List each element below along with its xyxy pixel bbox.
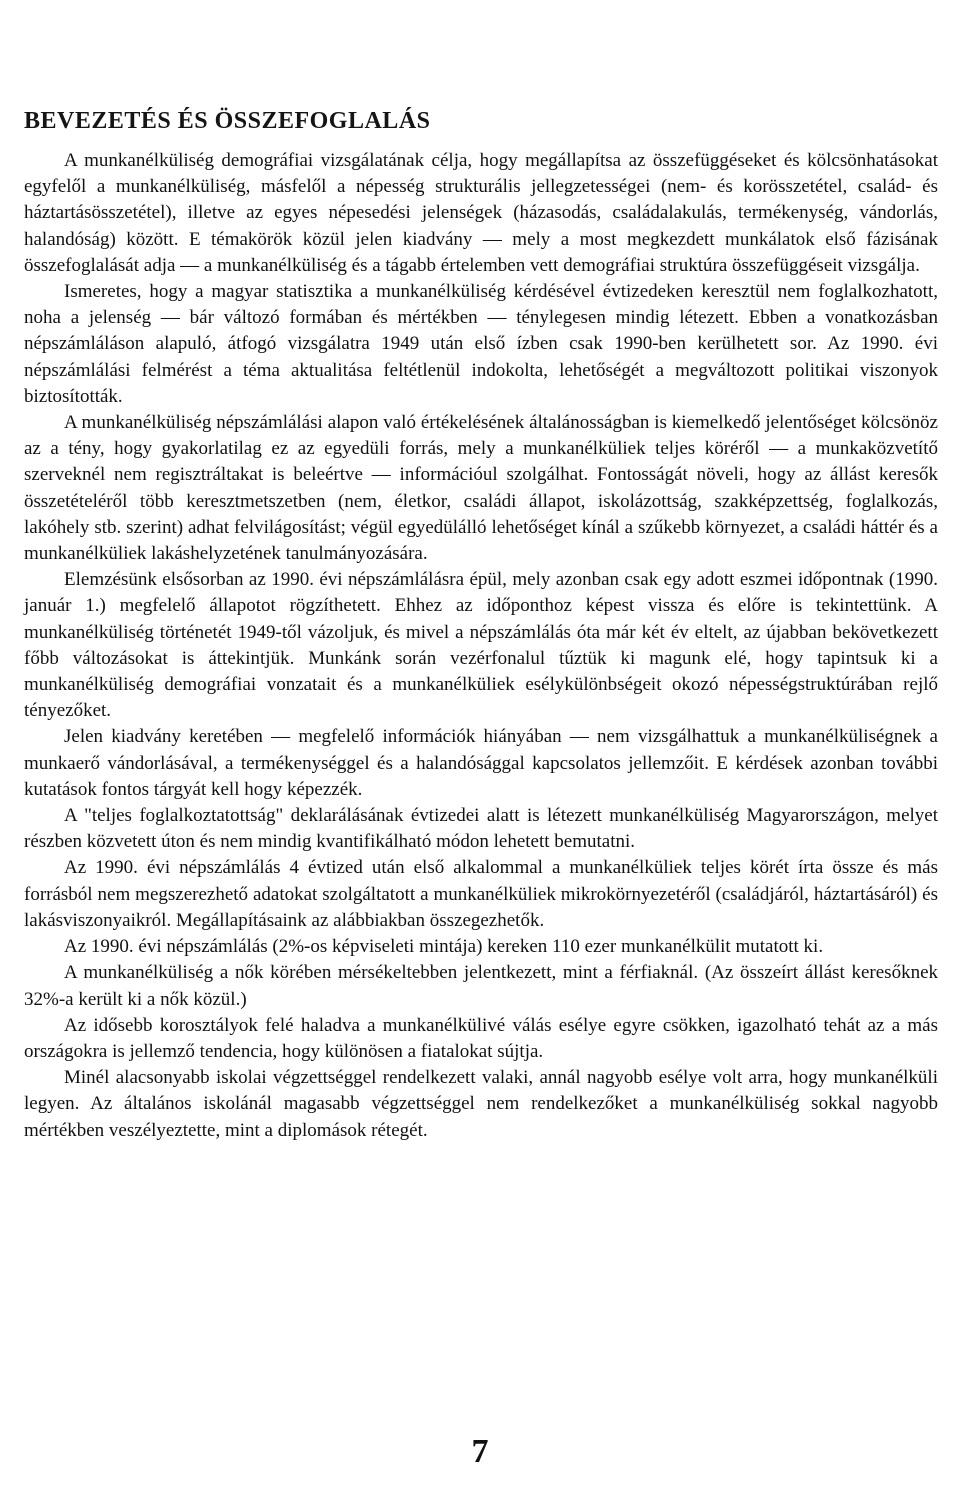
paragraph: Az 1990. évi népszámlálás (2%-os képviseleti mintája) kereken 110 ezer munkanélkülit mutatott ki. — [64, 936, 824, 958]
paragraph: A munkanélküliség a nők körében mérsékeltebben jelentkezett, mint a férfiaknál. (Az összeírt állást keresőknek 32%-a került ki a nők közül.) — [24, 962, 938, 1010]
paragraph: A "teljes foglalkoztatottság" deklarálásának évtizedei alatt is létezett munkanélküliség Magyarországon, melyet részben közvetett úton és nem mindig kvantifikálható módon lehetett bemutatni. — [24, 805, 938, 853]
paragraph: Jelen kiadvány keretében — megfelelő információk hiányában — nem vizsgálhattuk a munkanélküliségnek a munkaerő vándorlásával, a termékenységgel és a halandósággal kapcsolatos jellemzőit. E kérdések azonban további kutatások fontos tárgyát kell hogy képezzék. — [24, 726, 938, 800]
body-text — [24, 148, 938, 1144]
paragraph: Elemzésünk elsősorban az 1990. évi népszámlálásra épül, mely azonban csak egy adott eszmei időpontnak (1990. január 1.) megfelelő állapotot rögzíthetett. Ehhez az időponthoz képest vissza és előre is tekintettünk. A munkanélküliség történetét 1949-től vázoljuk, és mivel a népszámlálás óta már két év eltelt, az újabban bekövetkezett főbb változásokat is áttekintjük. Munkánk során vezérfonalul tűztük ki magunk elé, hogy tapintsuk ki a munkanélküliség demográfiai vonzatait és a munkanélküliek esélykülönbségeit okozó népességstruktúrában rejlő tényezőket. — [24, 569, 938, 722]
paragraph: Az idősebb korosztályok felé haladva a munkanélkülivé válás esélye egyre csökken, igazolható tehát az a más országokra is jellemző tendencia, hogy különösen a fiatalokat sújtja. — [24, 1014, 938, 1062]
page-number: 7 — [471, 1433, 489, 1470]
page-title: BEVEZETÉS ÉS ÖSSZEFOGLALÁS — [24, 108, 431, 134]
paragraph: Ismeretes, hogy a magyar statisztika a munkanélküliség kérdésével évtizedeken keresztül nem foglalkozhatott, noha a jelenség — bár változó formában és mértékben — ténylegesen mindig létezett. Ebben a vonatkozásban népszámláláson alapuló, átfogó vizsgálatra 1949 után első ízben csak 1990-ben kerülhetett sor. Az 1990. évi népszámlálási felmérést a téma aktualitása feltétlenül indokolta, lehetőségét a megváltozott politikai viszonyok biztosították. — [24, 281, 938, 407]
paragraph: Minél alacsonyabb iskolai végzettséggel rendelkezett valaki, annál nagyobb esélye volt arra, hogy munkanélküli legyen. Az általános iskolánál magasabb végzettséggel nem rendelkezőket a munkanélküliség sokkal nagyobb mértékben veszélyeztette, mint a diplomások rétegét. — [24, 1067, 938, 1141]
paragraph: A munkanélküliség demográfiai vizsgálatának célja, hogy megállapítsa az összefüggéseket és kölcsönhatásokat egyfelől a munkanélküliség, másfelől a népesség strukturális jellegzetességei (nem- és korösszetétel, család- és háztartásösszetétel), illetve az egyes népesedési jelenségek (házasodás, családalakulás, termékenység, vándorlás, halandóság) között. E témakörök közül jelen kiadvány — mely a most megkezdett munkálatok első fázisának összefoglalását adja — a munkanélküliség és a tágabb értelemben vett demográfiai struktúra összefüggéseit vizsgálja. — [24, 150, 938, 276]
paragraph: Az 1990. évi népszámlálás 4 évtized után első alkalommal a munkanélküliek teljes körét írta össze és más forrásból nem megszerezhető adatokat szolgáltatott a munkanélküliek mikrokörnyezetéről (családjáról, háztartásáról) és lakásviszonyaikról. Megállapításaink az alábbiakban összegezhetők. — [24, 857, 938, 931]
paragraph: A munkanélküliség népszámlálási alapon való értékelésének általánosságban is kiemelkedő jelentőséget kölcsönöz az a tény, hogy gyakorlatilag ez az egyedüli forrás, mely a munkanélküliek teljes köréről — a munkaközvetítő szerveknél nem regisztráltakat is beleértve — információul szolgálhat. Fontosságát növeli, hogy az állást keresők összetételéről több keresztmetszetben (nem, életkor, családi állapot, iskolázottság, szakképzettség, foglalkozás, lakóhely stb. szerint) adhat felvilágosítást; végül egyedülálló lehetőséget kínál a szűkebb környezet, a családi háttér és a munkanélküliek lakáshelyzetének tanulmányozására. — [24, 412, 938, 565]
